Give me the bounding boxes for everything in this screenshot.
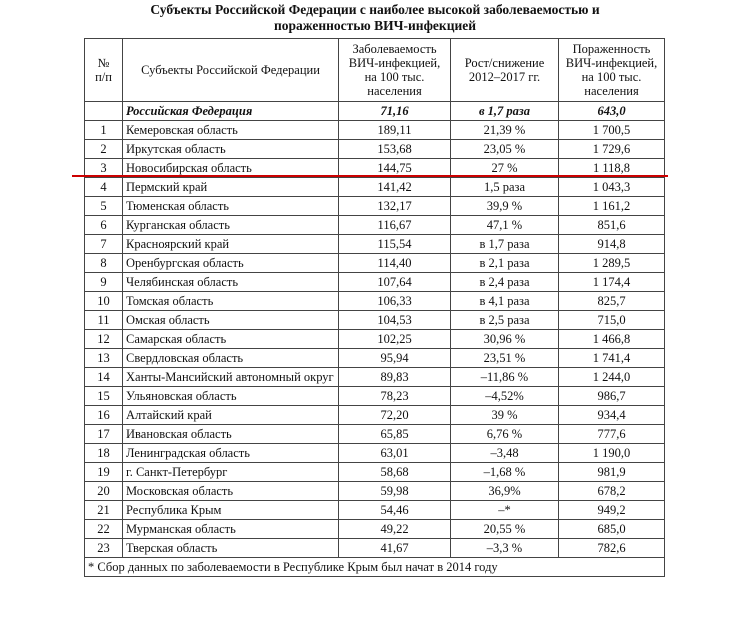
row-region: Ульяновская область — [123, 387, 339, 406]
row-region: Самарская область — [123, 330, 339, 349]
row-prevalence: 1 161,2 — [559, 197, 665, 216]
row-prevalence: 1 741,4 — [559, 349, 665, 368]
row-region: Свердловская область — [123, 349, 339, 368]
row-region: Оренбургская область — [123, 254, 339, 273]
footnote-row — [85, 558, 665, 577]
row-prevalence: 1 118,8 — [559, 159, 665, 178]
table-row — [85, 482, 665, 501]
row-num: 13 — [85, 349, 123, 368]
row-region: Кемеровская область — [123, 121, 339, 140]
row-growth: 1,5 раза — [451, 178, 559, 197]
row-growth: –1,68 % — [451, 463, 559, 482]
row-prevalence: 986,7 — [559, 387, 665, 406]
header-num — [85, 39, 123, 102]
row-growth: 23,51 % — [451, 349, 559, 368]
row-incidence: 153,68 — [339, 140, 451, 159]
row-incidence: 65,85 — [339, 425, 451, 444]
row-prevalence: 1 174,4 — [559, 273, 665, 292]
row-num: 11 — [85, 311, 123, 330]
table-row — [85, 406, 665, 425]
row-num: 16 — [85, 406, 123, 425]
row-prevalence: 825,7 — [559, 292, 665, 311]
row-growth: –11,86 % — [451, 368, 559, 387]
header-prevalence: Пораженность ВИЧ-инфекцией, на 100 тыс. населения — [559, 39, 665, 102]
row-prevalence: 1 289,5 — [559, 254, 665, 273]
row-region: Алтайский край — [123, 406, 339, 425]
row-incidence: 114,40 — [339, 254, 451, 273]
row-prevalence: 914,8 — [559, 235, 665, 254]
title-line-2: пораженностью ВИЧ-инфекцией — [273, 18, 477, 33]
row-num: 6 — [85, 216, 123, 235]
row-prevalence: 1 190,0 — [559, 444, 665, 463]
row-growth: –* — [451, 501, 559, 520]
header-region: Субъекты Российской Федерации — [123, 39, 339, 102]
row-growth: 39 % — [451, 406, 559, 425]
row-prevalence: 949,2 — [559, 501, 665, 520]
table-row — [85, 539, 665, 558]
row-growth: в 2,5 раза — [451, 311, 559, 330]
row-num: 9 — [85, 273, 123, 292]
table-row — [85, 216, 665, 235]
row-growth: в 2,1 раза — [451, 254, 559, 273]
row-growth: 6,76 % — [451, 425, 559, 444]
row-num: 1 — [85, 121, 123, 140]
table-row — [85, 520, 665, 539]
row-region: Новосибирская область — [123, 159, 339, 178]
header-num-line1: № — [97, 56, 110, 70]
row-region: Ханты-Мансийский автономный округ — [123, 368, 339, 387]
row-prevalence: 1 043,3 — [559, 178, 665, 197]
row-growth: в 1,7 раза — [451, 235, 559, 254]
row-region: Омская область — [123, 311, 339, 330]
row-growth: в 2,4 раза — [451, 273, 559, 292]
total-incidence: 71,16 — [339, 102, 451, 121]
total-num — [85, 102, 123, 121]
row-incidence: 49,22 — [339, 520, 451, 539]
row-incidence: 115,54 — [339, 235, 451, 254]
row-prevalence: 782,6 — [559, 539, 665, 558]
row-incidence: 132,17 — [339, 197, 451, 216]
table-row — [85, 311, 665, 330]
table-row — [85, 254, 665, 273]
table-row — [85, 368, 665, 387]
row-growth: 20,55 % — [451, 520, 559, 539]
row-incidence: 106,33 — [339, 292, 451, 311]
row-region: Мурманская область — [123, 520, 339, 539]
table-row — [85, 121, 665, 140]
row-num: 22 — [85, 520, 123, 539]
row-num: 10 — [85, 292, 123, 311]
header-row — [85, 39, 665, 102]
row-prevalence: 777,6 — [559, 425, 665, 444]
row-incidence: 116,67 — [339, 216, 451, 235]
hiv-regions-table — [84, 38, 665, 577]
row-incidence: 89,83 — [339, 368, 451, 387]
row-prevalence: 851,6 — [559, 216, 665, 235]
row-growth: 21,39 % — [451, 121, 559, 140]
total-growth: в 1,7 раза — [451, 102, 559, 121]
table-row — [85, 273, 665, 292]
title-line-1: Субъекты Российской Федерации с наиболее высокой заболеваемостью и — [150, 2, 600, 17]
table-row — [85, 292, 665, 311]
row-region: Республика Крым — [123, 501, 339, 520]
row-incidence: 141,42 — [339, 178, 451, 197]
row-incidence: 54,46 — [339, 501, 451, 520]
row-growth: 36,9% — [451, 482, 559, 501]
row-incidence: 102,25 — [339, 330, 451, 349]
total-name: Российская Федерация — [123, 102, 339, 121]
row-prevalence: 1 700,5 — [559, 121, 665, 140]
row-region: Московская область — [123, 482, 339, 501]
row-growth: 23,05 % — [451, 140, 559, 159]
row-prevalence: 715,0 — [559, 311, 665, 330]
total-prevalence: 643,0 — [559, 102, 665, 121]
row-prevalence: 981,9 — [559, 463, 665, 482]
table-row — [85, 425, 665, 444]
row-num: 8 — [85, 254, 123, 273]
row-num: 2 — [85, 140, 123, 159]
row-incidence: 58,68 — [339, 463, 451, 482]
table-row — [85, 444, 665, 463]
row-region: Пермский край — [123, 178, 339, 197]
table-row — [85, 140, 665, 159]
table-row — [85, 235, 665, 254]
row-region: Красноярский край — [123, 235, 339, 254]
row-num: 7 — [85, 235, 123, 254]
row-incidence: 41,67 — [339, 539, 451, 558]
row-incidence: 189,11 — [339, 121, 451, 140]
header-growth: Рост/снижение 2012–2017 гг. — [451, 39, 559, 102]
row-num: 14 — [85, 368, 123, 387]
row-growth: 27 % — [451, 159, 559, 178]
row-incidence: 72,20 — [339, 406, 451, 425]
row-num: 5 — [85, 197, 123, 216]
table-row — [85, 501, 665, 520]
row-incidence: 78,23 — [339, 387, 451, 406]
row-num: 4 — [85, 178, 123, 197]
row-num: 15 — [85, 387, 123, 406]
row-growth: –3,3 % — [451, 539, 559, 558]
row-num: 3 — [85, 159, 123, 178]
row-region: Тверская область — [123, 539, 339, 558]
row-region: Ивановская область — [123, 425, 339, 444]
row-num: 18 — [85, 444, 123, 463]
row-incidence: 107,64 — [339, 273, 451, 292]
row-region: Ленинградская область — [123, 444, 339, 463]
header-incidence: Заболеваемость ВИЧ-инфекцией, на 100 тыс. населения — [339, 39, 451, 102]
row-prevalence: 934,4 — [559, 406, 665, 425]
row-growth: 47,1 % — [451, 216, 559, 235]
row-incidence: 144,75 — [339, 159, 451, 178]
row-prevalence: 678,2 — [559, 482, 665, 501]
row-region: Курганская область — [123, 216, 339, 235]
row-growth: в 4,1 раза — [451, 292, 559, 311]
row-prevalence: 1 244,0 — [559, 368, 665, 387]
row-growth: –3,48 — [451, 444, 559, 463]
row-prevalence: 685,0 — [559, 520, 665, 539]
row-incidence: 104,53 — [339, 311, 451, 330]
row-region: Иркутская область — [123, 140, 339, 159]
row-num: 17 — [85, 425, 123, 444]
row-growth: –4,52% — [451, 387, 559, 406]
row-incidence: 63,01 — [339, 444, 451, 463]
row-num: 23 — [85, 539, 123, 558]
row-prevalence: 1 729,6 — [559, 140, 665, 159]
row-num: 20 — [85, 482, 123, 501]
table-row — [85, 178, 665, 197]
row-region: Томская область — [123, 292, 339, 311]
total-row — [85, 102, 665, 121]
table-row — [85, 387, 665, 406]
row-region: Челябинская область — [123, 273, 339, 292]
row-num: 21 — [85, 501, 123, 520]
highlight-underline — [72, 175, 668, 177]
row-region: г. Санкт-Петербург — [123, 463, 339, 482]
table-row — [85, 330, 665, 349]
row-prevalence: 1 466,8 — [559, 330, 665, 349]
row-incidence: 59,98 — [339, 482, 451, 501]
table-row — [85, 463, 665, 482]
header-num-line2: п/п — [95, 70, 112, 84]
table-title — [0, 2, 750, 34]
table-row — [85, 197, 665, 216]
row-num: 12 — [85, 330, 123, 349]
row-incidence: 95,94 — [339, 349, 451, 368]
row-region: Тюменская область — [123, 197, 339, 216]
footnote: * Сбор данных по заболеваемости в Республике Крым был начат в 2014 году — [85, 558, 665, 577]
table-row — [85, 349, 665, 368]
row-growth: 30,96 % — [451, 330, 559, 349]
row-growth: 39,9 % — [451, 197, 559, 216]
row-num: 19 — [85, 463, 123, 482]
